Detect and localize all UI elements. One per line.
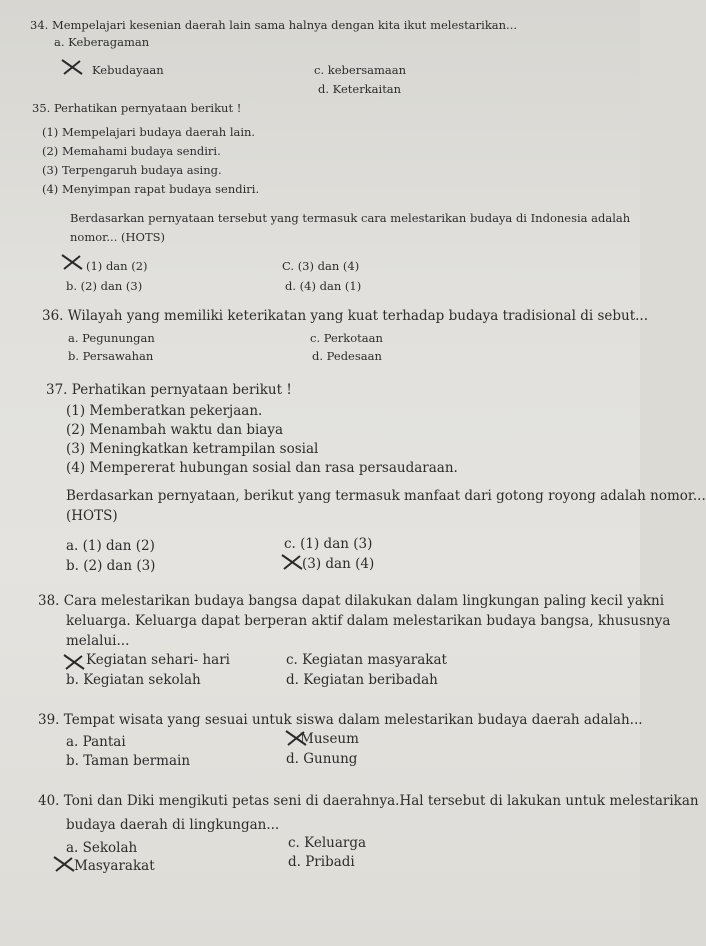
q37-option-c[interactable]: c. (1) dan (3) <box>284 536 373 552</box>
q35-statement-4: (4) Menyimpan rapat budaya sendiri. <box>42 182 260 196</box>
answer-cross-mark <box>60 58 84 76</box>
q38-option-d[interactable]: d. Kegiatan beribadah <box>286 672 438 688</box>
question-35-stem: 35. Perhatikan pernyataan berikut ! <box>32 101 242 115</box>
q38-option-c[interactable]: c. Kegiatan masyarakat <box>286 652 447 668</box>
q37-statement-4: (4) Mempererat hubungan sosial dan rasa persaudaraan. <box>66 460 458 476</box>
q35-prompt-line-1: Berdasarkan pernyataan tersebut yang termasuk cara melestarikan budaya di Indonesia adalah <box>70 211 631 225</box>
q39-option-b[interactable]: b. Taman bermain <box>66 753 191 769</box>
q35-option-c[interactable]: C. (3) dan (4) <box>282 259 360 273</box>
q40-option-c[interactable]: c. Keluarga <box>288 835 367 851</box>
answer-cross-mark <box>60 253 84 271</box>
question-38-stem-line-1: 38. Cara melestarikan budaya bangsa dapat dilakukan dalam lingkungan paling kecil yakni <box>38 593 665 609</box>
q36-option-d[interactable]: d. Pedesaan <box>312 349 382 363</box>
q37-option-b[interactable]: b. (2) dan (3) <box>66 558 156 574</box>
q36-option-c[interactable]: c. Perkotaan <box>310 331 383 345</box>
q34-option-a[interactable]: a. Keberagaman <box>54 35 150 49</box>
q34-option-d[interactable]: d. Keterkaitan <box>318 82 402 96</box>
q38-option-b[interactable]: b. Kegiatan sekolah <box>66 672 201 688</box>
q37-statement-3: (3) Meningkatkan ketrampilan sosial <box>66 441 319 457</box>
question-37-stem: 37. Perhatikan pernyataan berikut ! <box>46 382 292 398</box>
answer-cross-mark <box>280 553 304 571</box>
q35-option-b[interactable]: b. (2) dan (3) <box>66 279 143 293</box>
q36-option-a[interactable]: a. Pegunungan <box>68 331 155 345</box>
question-34-stem: 34. Mempelajari kesenian daerah lain sama halnya dengan kita ikut melestarikan... <box>30 18 518 32</box>
q39-option-c[interactable]: Museum <box>300 731 359 747</box>
q35-statement-2: (2) Memahami budaya sendiri. <box>42 144 221 158</box>
question-38-stem-line-2: keluarga. Keluarga dapat berperan aktif dalam melestarikan budaya bangsa, khususnya <box>66 613 671 629</box>
q35-option-d[interactable]: d. (4) dan (1) <box>285 279 362 293</box>
question-40-stem-line-2: budaya daerah di lingkungan... <box>66 817 280 833</box>
question-36-stem: 36. Wilayah yang memiliki keterikatan yang kuat terhadap budaya tradisional di sebut... <box>42 308 649 324</box>
answer-cross-mark <box>52 855 76 873</box>
q35-prompt-line-2: nomor... (HOTS) <box>70 230 165 244</box>
q38-option-a[interactable]: Kegiatan sehari- hari <box>86 652 230 668</box>
q40-option-d[interactable]: d. Pribadi <box>288 854 355 870</box>
q39-option-d[interactable]: d. Gunung <box>286 751 358 767</box>
question-38-stem-line-3: melalui... <box>66 633 130 649</box>
answer-cross-mark <box>62 653 86 671</box>
q34-option-c[interactable]: c. kebersamaan <box>314 63 406 77</box>
q37-prompt-line-2: (HOTS) <box>66 508 118 524</box>
q37-option-a[interactable]: a. (1) dan (2) <box>66 538 155 554</box>
q35-statement-3: (3) Terpengaruh budaya asing. <box>42 163 222 177</box>
q35-statement-1: (1) Mempelajari budaya daerah lain. <box>42 125 256 139</box>
q40-option-a[interactable]: a. Sekolah <box>66 840 138 856</box>
q35-option-a[interactable]: (1) dan (2) <box>86 259 148 273</box>
q34-option-b[interactable]: Kebudayaan <box>92 63 164 77</box>
q40-option-b[interactable]: Masyarakat <box>74 858 155 874</box>
q39-option-a[interactable]: a. Pantai <box>66 734 126 750</box>
q37-statement-2: (2) Menambah waktu dan biaya <box>66 422 284 438</box>
question-39-stem: 39. Tempat wisata yang sesuai untuk siswa dalam melestarikan budaya daerah adalah... <box>38 712 643 728</box>
q37-statement-1: (1) Memberatkan pekerjaan. <box>66 403 263 419</box>
q36-option-b[interactable]: b. Persawahan <box>68 349 154 363</box>
q37-prompt-line-1: Berdasarkan pernyataan, berikut yang termasuk manfaat dari gotong royong adalah nomor... <box>66 488 706 504</box>
q37-option-d[interactable]: (3) dan (4) <box>302 556 375 572</box>
question-40-stem-line-1: 40. Toni dan Diki mengikuti petas seni di daerahnya.Hal tersebut di lakukan untuk melestarikan <box>38 793 699 809</box>
